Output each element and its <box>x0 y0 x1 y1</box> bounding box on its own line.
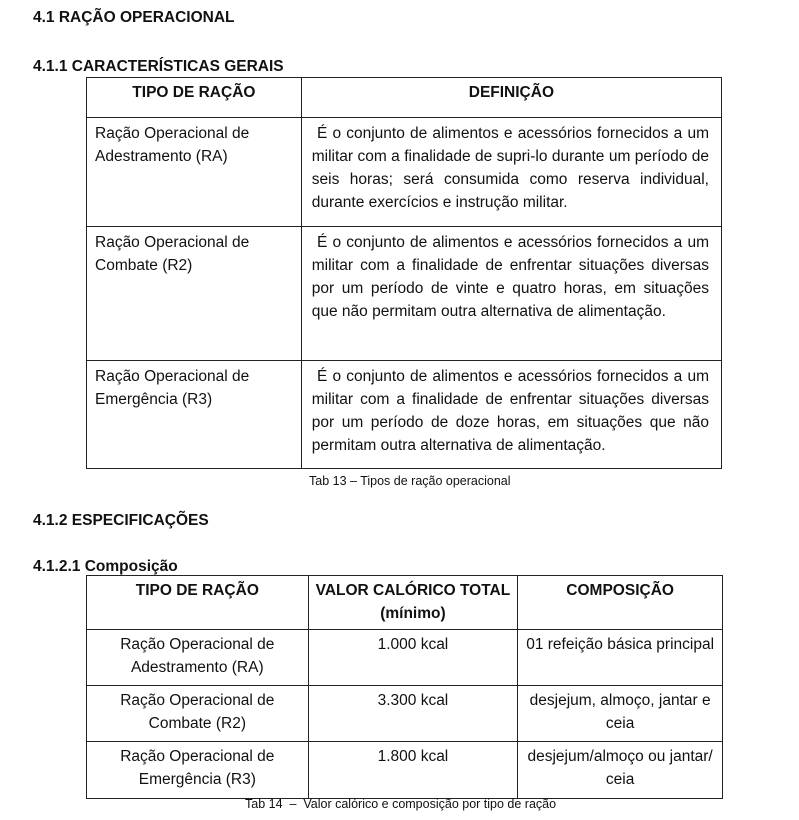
table-header-row <box>87 78 722 118</box>
header-ration-type: TIPO DE RAÇÃO <box>87 78 302 118</box>
section-title: ESPECIFICAÇÕES <box>67 512 209 529</box>
ration-types-table <box>86 77 722 469</box>
section-heading-4-1-2 <box>33 512 209 530</box>
caloric-value-cell: 1.000 kcal <box>308 630 518 686</box>
section-number: 4.1.1 <box>33 58 68 75</box>
table-row <box>87 361 722 469</box>
ration-type-cell: Ração Operacional de Adestramento (RA) <box>87 630 309 686</box>
section-title: CARACTERÍSTICAS GERAIS <box>67 58 284 75</box>
header-composition: COMPOSIÇÃO <box>518 576 723 630</box>
section-number: 4.1.2 <box>33 512 68 529</box>
ration-type-cell: Ração Operacional de Emergência (R3) <box>87 361 302 469</box>
definition-cell: É o conjunto de alimentos e acessórios fornecidos a um militar com a finalidade de enfrentar situações diversas por um período de doze horas, em situações que não permitam outra alternativa de alimentação. <box>301 361 721 469</box>
ration-type-cell: Ração Operacional de Combate (R2) <box>87 686 309 742</box>
table-header-row <box>87 576 723 630</box>
header-caloric-value: VALOR CALÓRICO TOTAL (mínimo) <box>308 576 518 630</box>
table-caption: Tab 14 – Valor calórico e composição por tipo de ração <box>245 797 557 811</box>
definition-cell: É o conjunto de alimentos e acessórios fornecidos a um militar com a finalidade de enfrentar situações diversas por um período de vinte e quatro horas, em situações que não permitam outra alternativa de alimentação. <box>301 227 721 361</box>
table-row <box>87 227 722 361</box>
table-row <box>87 742 723 799</box>
section-heading-4-1: 4.1 RAÇÃO OPERACIONAL <box>33 9 235 26</box>
ration-type-cell: Ração Operacional de Combate (R2) <box>87 227 302 361</box>
ration-type-cell: Ração Operacional de Adestramento (RA) <box>87 118 302 227</box>
table-row <box>87 118 722 227</box>
definition-cell: É o conjunto de alimentos e acessórios fornecidos a um militar com a finalidade de supri-lo durante um período de seis horas; será consumida como reserva individual, durante exercícios e instrução militar. <box>301 118 721 227</box>
composition-cell: desjejum/almoço ou jantar/ ceia <box>518 742 723 799</box>
table-row <box>87 686 723 742</box>
section-heading-4-1-2-1: 4.1.2.1 Composição <box>33 558 178 575</box>
composition-cell: 01 refeição básica principal <box>518 630 723 686</box>
header-definition: DEFINIÇÃO <box>301 78 721 118</box>
caloric-composition-table <box>86 575 723 799</box>
caloric-value-cell: 3.300 kcal <box>308 686 518 742</box>
table-row <box>87 630 723 686</box>
table-caption: Tab 13 – Tipos de ração operacional <box>309 474 511 488</box>
caloric-value-cell: 1.800 kcal <box>308 742 518 799</box>
header-ration-type: TIPO DE RAÇÃO <box>87 576 309 630</box>
section-heading-4-1-1 <box>33 58 284 76</box>
composition-cell: desjejum, almoço, jantar e ceia <box>518 686 723 742</box>
ration-type-cell: Ração Operacional de Emergência (R3) <box>87 742 309 799</box>
